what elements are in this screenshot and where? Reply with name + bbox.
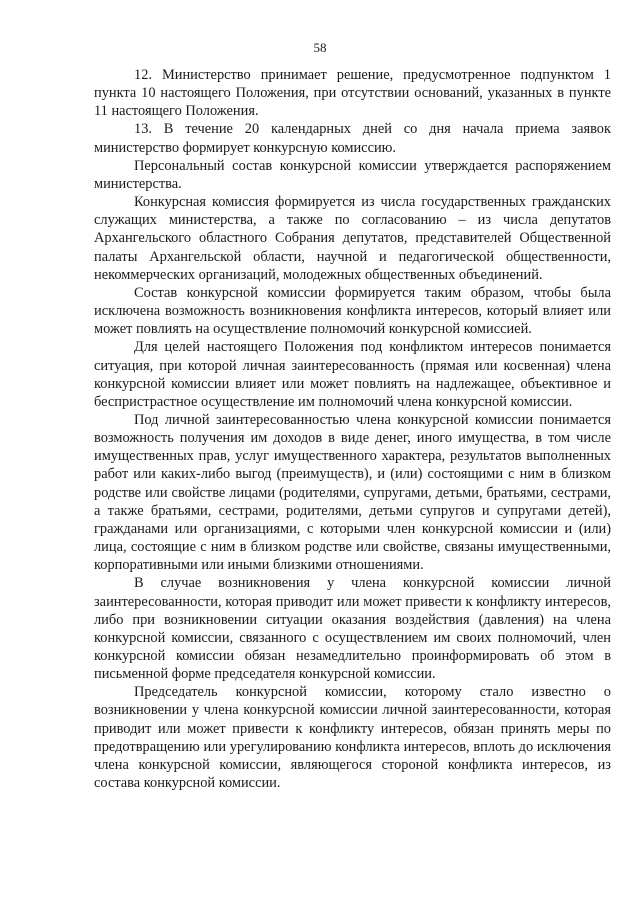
paragraph-commission-composition: Состав конкурсной комиссии формируется таким образом, чтобы была исключена возможность возникновения конфликта интересов, который влияет или может повлиять на осуществление полномочий конкурсной комиссией. bbox=[94, 284, 611, 338]
paragraph-13: 13. В течение 20 календарных дней со дня начала приема заявок министерство формирует конкурсную комиссию. bbox=[94, 121, 611, 156]
paragraph-12: 12. Министерство принимает решение, предусмотренное подпунктом 1 пункта 10 настоящего Положения, при отсутствии оснований, указанных в пункте 11 настоящего Положения. bbox=[94, 67, 611, 120]
page-number: 58 bbox=[313, 40, 327, 55]
paragraph-member-obligation: В случае возникновения у члена конкурсной комиссии личной заинтересованности, которая приводит или может привести к конфликту интересов, либо при возникновении ситуации оказания воздействия (давления) на члена конкурсной комиссии, связанного с осуществлением им своих полномочий, член конкурсной комиссии обязан незамедлительно проинформировать об этом в письменной форме председателя конкурсной комиссии. bbox=[94, 575, 611, 683]
paragraph-commission-membership: Конкурсная комиссия формируется из числа государственных гражданских служащих министерства, а также по согласованию – из числа депутатов Архангельского областного Собрания депутатов, представителей Общественной палаты Архангельской области, научной и педагогической общественности, некоммерческих организаций, молодежных общественных объединений. bbox=[94, 194, 611, 283]
paragraph-chair-obligation: Председатель конкурсной комиссии, которому стало известно о возникновении у члена конкурсной комиссии личной заинтересованности, которая приводит или может привести к конфликту интересов, обязан принять меры по предотвращению или урегулированию конфликта интересов, вплоть до исключения члена конкурсной комиссии, являющегося стороной конфликта интересов, из состава конкурсной комиссии. bbox=[94, 684, 611, 792]
paragraph-conflict-definition: Для целей настоящего Положения под конфликтом интересов понимается ситуация, при которой личная заинтересованность (прямая или косвенная) члена конкурсной комиссии влияет или может повлиять на надлежащее, объективное и беспристрастное осуществление им полномочий члена конкурсной комиссии. bbox=[94, 339, 611, 410]
document-body bbox=[94, 66, 611, 792]
paragraph-personal-interest-definition: Под личной заинтересованностью члена конкурсной комиссии понимается возможность получения им доходов в виде денег, иного имущества, в том числе имущественных прав, услуг имущественного характера, результатов выполненных работ или каких-либо выгод (преимуществ), и (или) состоящими с ним в близком родстве или свойстве лицами (родителями, супругами, детьми, братьями, сестрами, а также братьями, сестрами, родителями, детьми супругов и супругами детей), гражданами или организациями, с которыми член конкурсной комиссии и (или) лица, состоящие с ним в близком родстве или свойстве, связаны имущественными, корпоративными или иными близкими отношениями. bbox=[94, 411, 611, 574]
paragraph-commission-approval: Персональный состав конкурсной комиссии утверждается распоряжением министерства. bbox=[94, 157, 611, 192]
